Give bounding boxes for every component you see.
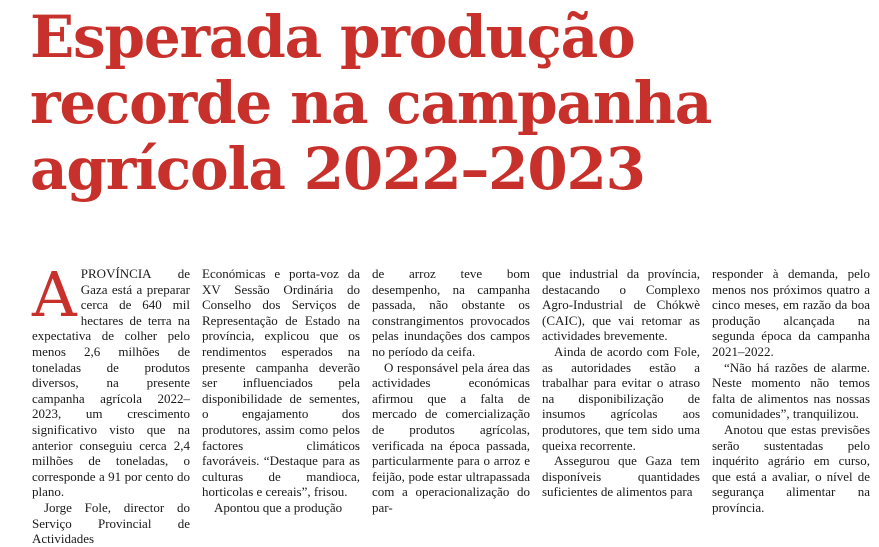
drop-cap: A	[32, 258, 77, 331]
paragraph: Ainda de acordo com Fole, as autoridades estão a trabalhar para evitar o atraso na disponibilização de insumos agrícolas aos produtores, que tem sido uma queixa recorrente.	[542, 343, 700, 453]
paragraph: “Não há razões de alarme. Neste momento não temos falta de alimentos nas nossas comunidades”, tranquilizou.	[712, 359, 870, 422]
article-body	[32, 258, 870, 547]
paragraph: que industrial da província, destacando o Complexo Agro-Industrial de Chókwè (CAIC), que vai retomar as actividades brevemente.	[542, 266, 700, 344]
paragraph: Económicas e porta-voz da XV Sessão Ordinária do Conselho dos Serviços de Representação de Estado na província, explicou que os rendimentos esperados na presente campanha deverão ser influenciados pela disponibilidade de sementes, o engajamento dos produtores, assim como pelos factores climáticos favoráveis. “Destaque para as culturas de mandioca, horticolas e cereais”, frisou.	[202, 266, 360, 500]
paragraph: responder à demanda, pelo menos nos próximos quatro a cinco meses, em razão da boa produção alcançada na segunda época da campanha 2021–2022.	[712, 266, 870, 359]
paragraph: Anotou que estas previsões serão sustentadas pelo inquérito agrário em curso, que está a avaliar, o nível de segurança alimentar na província.	[712, 421, 870, 515]
article-column-3	[372, 266, 530, 515]
article-column-5	[712, 266, 870, 515]
paragraph: Apontou que a produção	[214, 499, 343, 515]
article-column-1	[32, 258, 190, 547]
paragraph: Jorge Fole, director do Serviço Provincial de Actividades	[32, 499, 190, 547]
headline-line-3: agrícola 2022–2023	[30, 135, 645, 203]
headline-line-1: Esperada produção	[30, 3, 635, 71]
headline-line-2: recorde na campanha	[30, 69, 712, 137]
paragraph: O responsável pela área das actividades económicas afirmou que a falta de mercado de comercialização de produtos agrícolas, verificada na época passada, particularmente para o arroz e feijão, pode estar ultrapassada com a operacionalização do par-	[372, 359, 530, 515]
paragraph: Assegurou que Gaza tem disponíveis quantidades suficientes de alimentos para	[542, 453, 700, 500]
headline	[30, 4, 870, 202]
paragraph: de arroz teve bom desempenho, na campanha passada, não obstante os constrangimentos provocados pelas inundações dos campos no período da ceifa.	[372, 266, 530, 359]
article-column-4	[542, 266, 700, 500]
article-column-2	[202, 266, 360, 515]
paragraph: PROVÍNCIA de Gaza está a preparar cerca de 640 mil hectares de terra na expectativa de colher pelo menos 2,6 milhões de toneladas de produtos diversos, na presente campanha agrícola 2022–2023, um crescimento significativo visto que na anterior conseguiu cerca 2,4 milhões de toneladas, o corresponde a 91 por cento do plano.	[32, 266, 190, 500]
